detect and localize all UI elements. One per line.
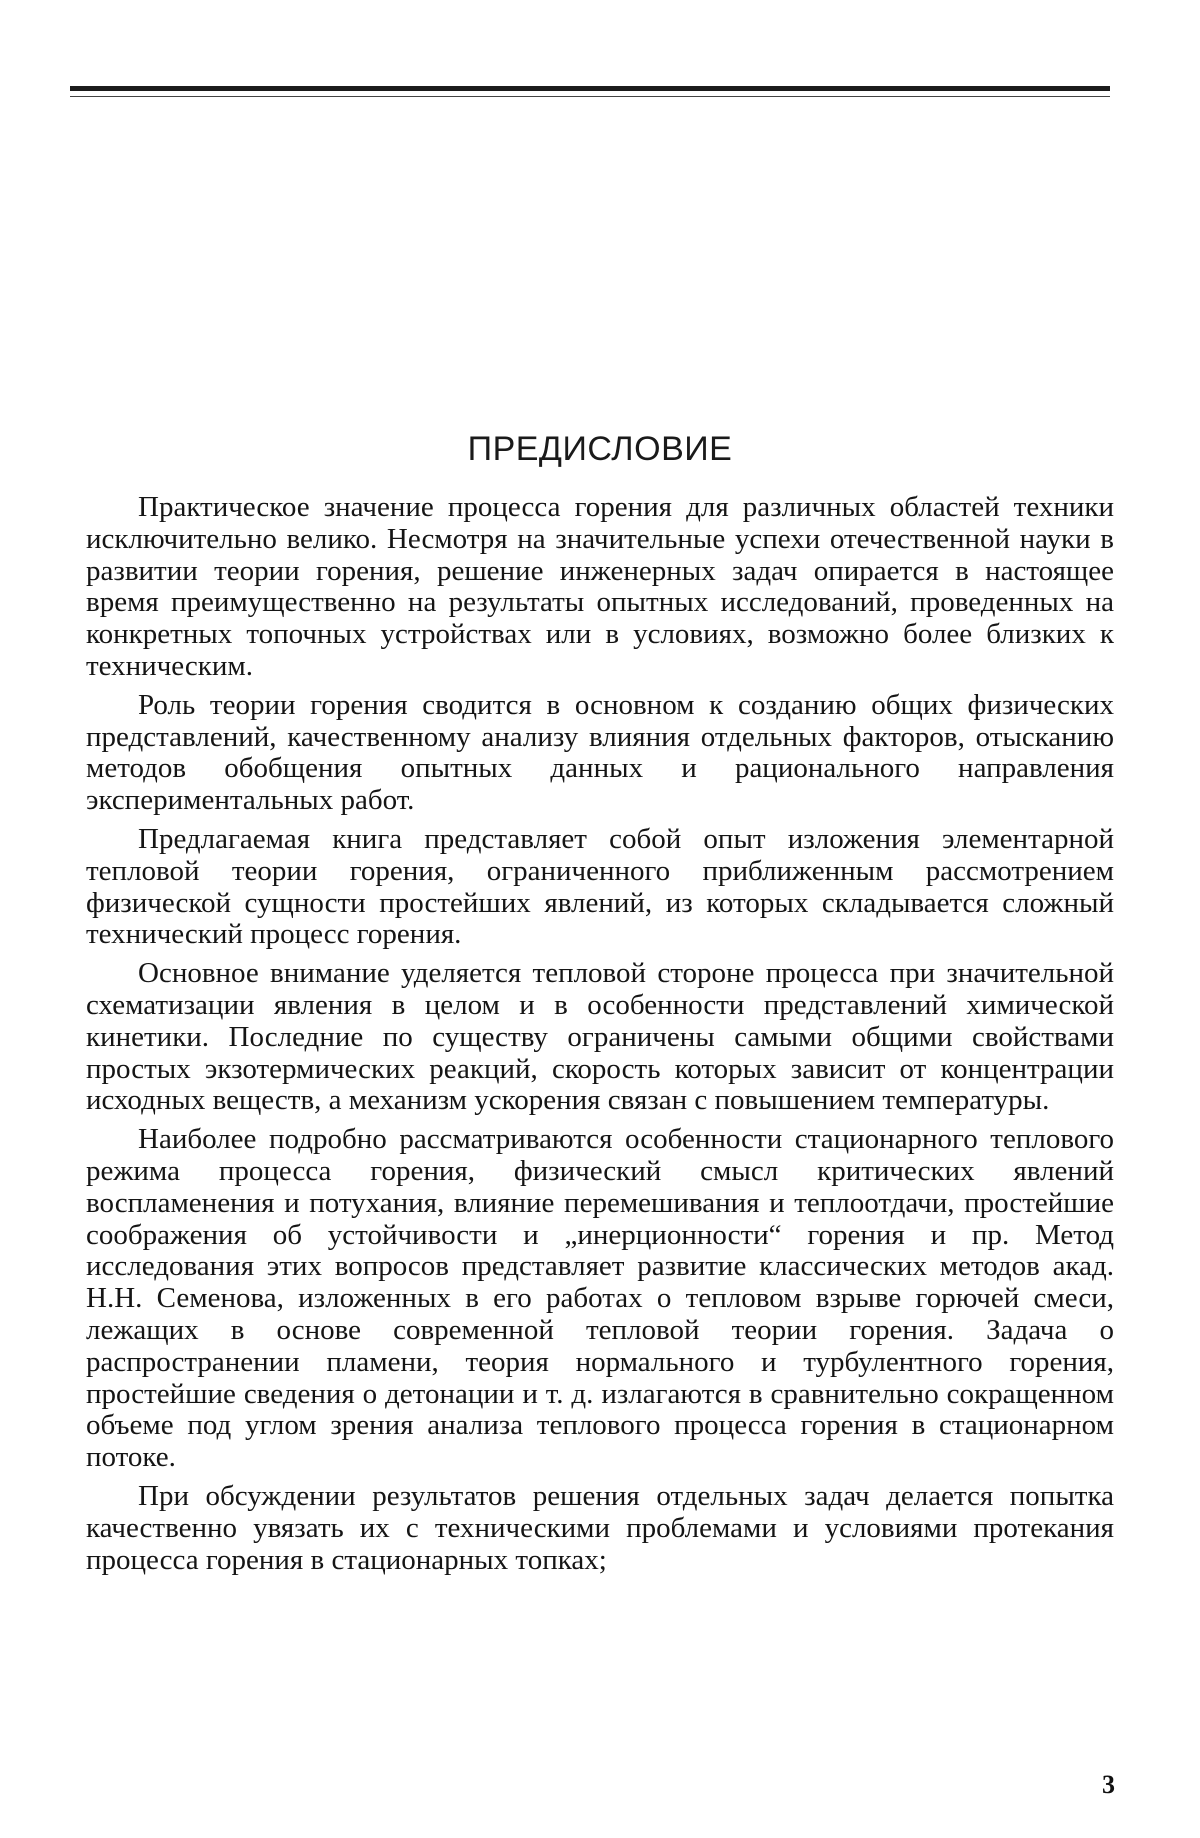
paragraph-1: Практическое значение процесса горения для различных областей техники исключительно велико. Несмотря на значительные успехи отечественной науки в развитии теории горения, решение инженерных задач опирается в настоящее время преимущественно на результаты опытных исследований, проведенных на конкретных топочных устройствах или в условиях, возможно более близких к техническим. <box>86 491 1114 682</box>
paragraph-5: Наиболее подробно рассматриваются особенности стационарного теплового режима процесса горения, физический смысл критических явлений воспламенения и потухания, влияние перемешивания и теплоотдачи, простейшие соображения об устойчивости и „инерционности“ горения и пр. Метод исследования этих вопросов представляет развитие классических методов акад. Н.Н. Семенова, изложенных в его работах о тепловом взрыве горючей смеси, лежащих в основе современной тепловой теории горения. Задача о распространении пламени, теория нормального и турбулентного горения, простейшие сведения о детонации и т. д. излагаются в сравнительно сокращенном объеме под углом зрения анализа теплового процесса горения в стационарном потоке. <box>86 1123 1114 1474</box>
top-rule <box>70 86 1110 91</box>
body-text <box>86 492 1114 1583</box>
paragraph-3: Предлагаемая книга представляет собой опыт изложения элементарной тепловой теории горения, ограниченного приближенным рассмотрением физической сущности простейших явлений, из которых складывается сложный технический процесс горения. <box>86 822 1114 951</box>
page-number: 3 <box>1102 1770 1115 1799</box>
top-rule-thin <box>70 96 1110 97</box>
paragraph-2: Роль теории горения сводится в основном к созданию общих физических представлений, качественному анализу влияния отдельных факторов, отысканию методов обобщения опытных данных и рационального направления экспериментальных работ. <box>86 688 1114 817</box>
paragraph-4: Основное внимание уделяется тепловой стороне процесса при значительной схематизации явления в целом и в особенности представлений химической кинетики. Последние по существу ограничены самыми общими свойствами простых экзотермических реакций, скорость которых зависит от концентрации исходных веществ, а механизм ускорения связан с повышением температуры. <box>86 957 1114 1117</box>
page-title: ПРЕДИСЛОВИЕ <box>467 430 733 468</box>
paragraph-6: При обсуждении результатов решения отдельных задач делается попытка качественно увязать их с техническими проблемами и условиями протекания процесса горения в стационарных топках; <box>86 1479 1114 1576</box>
